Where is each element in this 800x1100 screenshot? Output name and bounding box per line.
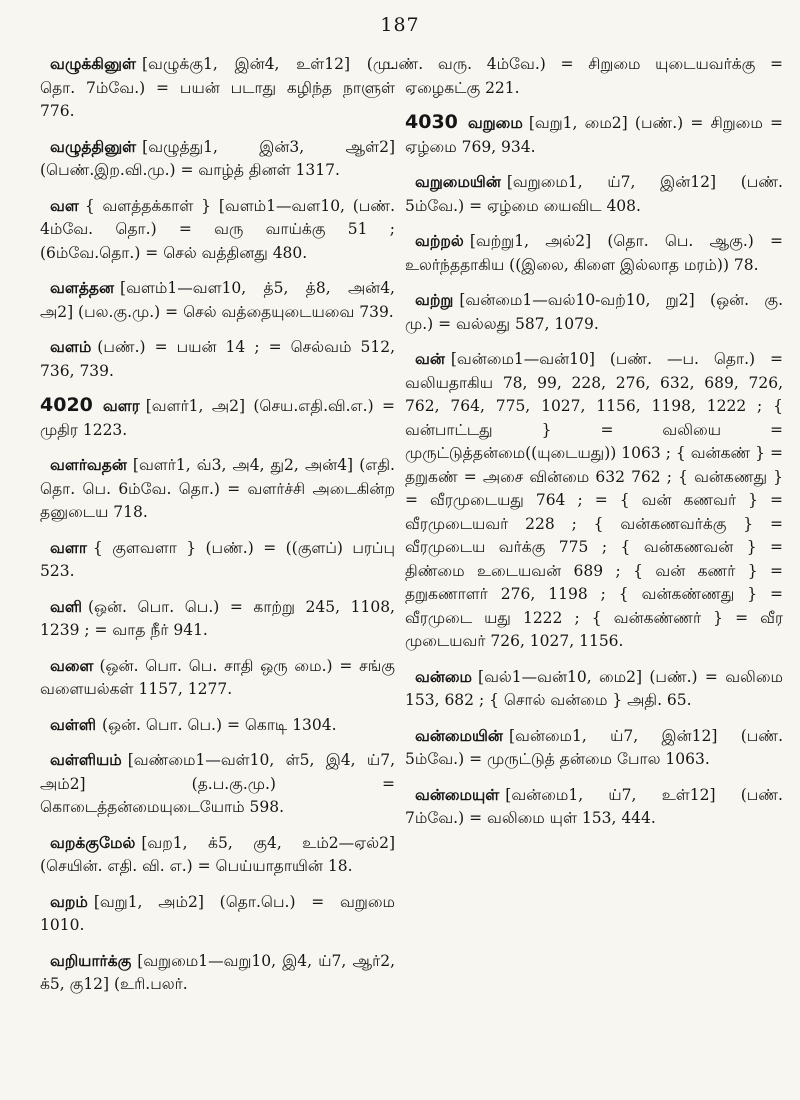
dictionary-entry bbox=[405, 170, 783, 218]
entry-headword: வள்ளி bbox=[50, 714, 96, 734]
entry-definition: [வறுமை1—வறு10, இ4, ய்7, ஆர்2, க்5, கு12] (உரி.பலர். bbox=[40, 951, 395, 993]
entry-headword: வற்றல் bbox=[415, 231, 464, 250]
entry-headword: வன்மையின் bbox=[415, 725, 503, 745]
dictionary-entry bbox=[405, 665, 783, 713]
entry-definition: { வளத்தக்காள் } [வளம்1—வள10, (பண். 4ம்வே. தொ.) = வரு வாய்க்கு 51 ; (6ம்வே.தொ.) = செல் வத்தினது 480. bbox=[40, 196, 395, 262]
dictionary-entry bbox=[405, 111, 783, 159]
entry-definition: [வற1, க்5, கு4, உம்2—ஏல்2] (செயின். எதி. வி. எ.) = பெய்யாதாயின் 18. bbox=[40, 833, 395, 875]
entry-definition: [வன்மை1, ய்7, இன்12] (பண். 5ம்வே.) = முருட்டுத் தன்மை போல 1063. bbox=[405, 726, 783, 768]
dictionary-entry bbox=[405, 783, 783, 831]
entry-headword: வறக்குமேல் bbox=[50, 832, 136, 852]
dictionary-entry bbox=[40, 52, 395, 124]
entry-headword: வளர bbox=[102, 396, 140, 415]
entry-headword: வறியார்க்கு bbox=[50, 950, 132, 970]
entry-headword: வன் bbox=[415, 349, 445, 368]
entry-headword: வள bbox=[50, 195, 79, 215]
entry-headword: வழுத்தினுள் bbox=[50, 136, 137, 156]
dictionary-entry bbox=[40, 135, 395, 183]
entry-definition: [வழுக்கு1, இன்4, உள்12] (மு. தொ. 7ம்வே.) = பயன் படாது கழிந்த நாளுள் 776. bbox=[40, 55, 395, 120]
entry-headword: வளை bbox=[50, 655, 94, 675]
entry-headword: வறம் bbox=[50, 891, 88, 911]
entry-headword: வளம் bbox=[50, 337, 92, 356]
entry-definition: (ஒன். பொ. பெ.) = காற்று 245, 1108, 1239 ; = வாத நீர் 941. bbox=[40, 597, 395, 639]
entry-headword: வழுக்கினுள் bbox=[50, 54, 136, 73]
right-column bbox=[387, 52, 783, 842]
dictionary-entry bbox=[40, 654, 395, 702]
dictionary-entry bbox=[40, 748, 395, 820]
entry-definition: (ஒன். பொ. பெ.) = கொடி 1304. bbox=[101, 715, 337, 734]
entry-definition: [வன்மை1—வன்10] (பண். —ப. தொ.) = வலியதாகிய 78, 99, 228, 276, 632, 689, 726, 762, 764, 775, 1027, 1156, 1198, 1222 ; { வன்பாட்டது } = வலியை = முருட்டுத்தன்மை((யுடையது)) 1063 ; { வன்கண் } = தறுகண் = அசை வின்மை 632 762 ; { வன்கணது } = வீரமுடையது 764 ; = { வன் கணவர் } = வீரமுடையவர் 228 ; { வன்கணவர்க்கு } = வீரமுடைய வர்க்கு 775 ; { வன்கணவன் } = திண்மை உடையவன் 689 ; { வன் கணர் } = தறுகணாளர் 276, 1198 ; { வன்கண்ணது } = வீரமுடை யது 1222 ; { வன்கண்ணர் } = வீர முடையவர் 726, 1027, 1156. bbox=[405, 350, 783, 650]
dictionary-entry bbox=[40, 194, 395, 266]
dictionary-entry bbox=[405, 229, 783, 277]
dictionary-entry bbox=[405, 724, 783, 772]
entry-definition: [வன்மை1, ய்7, உள்12] (பண். 7ம்வே.) = வலிமை யுள் 153, 444. bbox=[405, 785, 783, 827]
dictionary-entry bbox=[40, 536, 395, 584]
entry-headword: வளத்தன bbox=[50, 278, 115, 297]
entry-headword: வன்மையுள் bbox=[415, 784, 500, 804]
entry-headword: வறுமையின் bbox=[415, 172, 501, 191]
left-column bbox=[40, 52, 395, 1008]
dictionary-entry bbox=[405, 347, 783, 654]
dictionary-entry bbox=[40, 831, 395, 879]
dictionary-entry bbox=[405, 288, 783, 336]
entry-headword: வளர்வதன் bbox=[50, 455, 127, 474]
entry-definition: பண். வரு. 4ம்வே.) = சிறுமை யுடையவர்க்கு = ஏழைகட்கு 221. bbox=[387, 55, 783, 97]
entry-headword: வள்ளியம் bbox=[50, 750, 122, 769]
dictionary-entry bbox=[40, 453, 395, 525]
entry-definition: [வற்று1, அல்2] (தொ. பெ. ஆகு.) = உலர்ந்ததாகிய ((இலை, கிளை இல்லாத மரம்)) 78. bbox=[405, 232, 783, 274]
entry-number: 4030 bbox=[405, 111, 458, 133]
entry-definition: [வறு1, அம்2] (தொ.பெ.) = வறுமை 1010. bbox=[40, 892, 395, 934]
entry-definition: [வளர்1, வ்3, அ4, து2, அன்4] (எதி. தொ. பெ. 6ம்வே. தொ.) = வளர்ச்சி அடைகின்ற தனுடைய 718. bbox=[40, 456, 395, 521]
entry-definition: [வளர்1, அ2] (செய.எதி.வி.எ.) = முதிர 1223. bbox=[40, 397, 395, 439]
dictionary-entry-continuation bbox=[387, 52, 783, 100]
entry-definition: (ஒன். பொ. பெ. சாதி ஒரு மை.) = சங்கு வளையல்கள் 1157, 1277. bbox=[40, 656, 395, 698]
dictionary-entry bbox=[40, 713, 395, 738]
entry-definition: [வல்1—வன்10, மை2] (பண்.) = வலிமை 153, 682 ; { சொல் வன்மை } அதி. 65. bbox=[405, 667, 783, 709]
dictionary-entry bbox=[40, 949, 395, 997]
dictionary-entry bbox=[40, 276, 395, 324]
dictionary-entry bbox=[40, 335, 395, 383]
entry-definition: [வளம்1—வள10, த்5, த்8, அன்4, அ2] (பல.கு.மு.) = செல் வத்தையுடையவை 739. bbox=[40, 279, 395, 321]
entry-definition: [வன்மை1—வல்10-வற்10, று2] (ஒன். கு. மு.) = வல்லது 587, 1079. bbox=[405, 291, 783, 333]
entry-definition: (பண்.) = பயன் 14 ; = செல்வம் 512, 736, 739. bbox=[40, 338, 395, 380]
page-number: 187 bbox=[380, 14, 420, 36]
dictionary-entry bbox=[40, 394, 395, 442]
entry-headword: வளி bbox=[50, 596, 82, 616]
entry-definition: [வறுமை1, ய்7, இன்12] (பண். 5ம்வே.) = ஏழ்மை யைவிட 408. bbox=[405, 173, 783, 215]
entry-number: 4020 bbox=[40, 394, 93, 416]
entry-definition: { குளவளா } (பண்.) = ((குளப்) பரப்பு 523. bbox=[40, 538, 395, 580]
entry-headword: வன்மை bbox=[415, 666, 473, 686]
entry-headword: வறுமை bbox=[467, 113, 523, 132]
dictionary-entry bbox=[40, 595, 395, 643]
dictionary-entry bbox=[40, 890, 395, 938]
entry-definition: [வழுத்து1, இன்3, ஆள்2] (பெண்.இற.வி.மு.) = வாழ்த் தினள் 1317. bbox=[40, 137, 395, 179]
entry-definition: [வண்மை1—வள்10, ள்5, இ4, ய்7, அம்2] (த.ப.கு.மு.) = கொடைத்தன்மையுடையோம் 598. bbox=[40, 751, 395, 816]
entry-definition: [வறு1, மை2] (பண்.) = சிறுமை = ஏழ்மை 769, 934. bbox=[405, 114, 783, 156]
entry-headword: வளா bbox=[50, 537, 87, 557]
entry-headword: வற்று bbox=[415, 290, 454, 309]
